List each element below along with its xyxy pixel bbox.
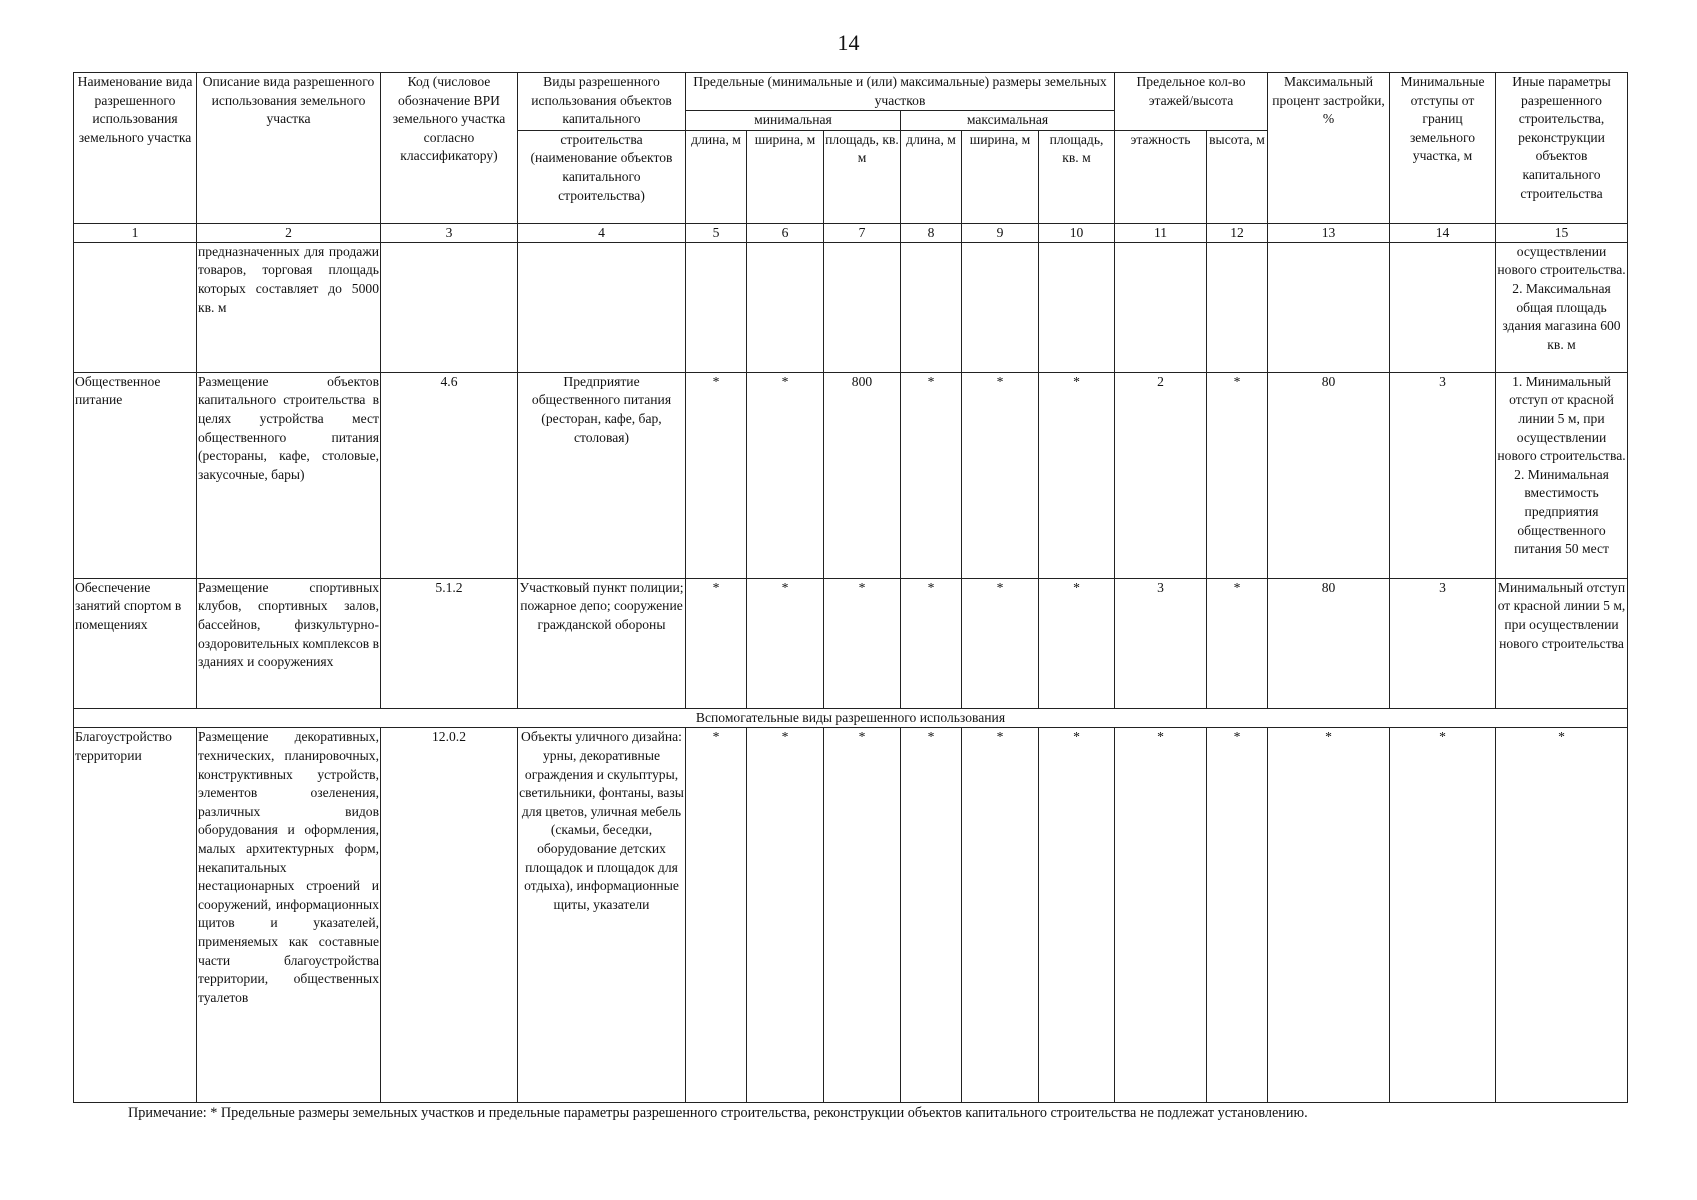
header-max-width: ширина, м	[962, 130, 1039, 223]
header-max-length: длина, м	[901, 130, 962, 223]
row-min-width: *	[747, 728, 824, 1103]
table-row	[74, 372, 1628, 578]
row-max-length	[901, 242, 962, 372]
row-objects: Объекты уличного дизайна: урны, декоративные ограждения и скульптуры, светильники, фонтаны, вазы для цветов, уличная мебель (скамьи, беседки, оборудование детских площадок и площадок для отдыха), информационные щиты, указатели	[518, 728, 686, 1103]
header-floors: этажность	[1115, 130, 1207, 223]
row-floors: 2	[1115, 372, 1207, 578]
row-setback: 3	[1390, 372, 1496, 578]
row-objects	[518, 242, 686, 372]
header-code: Код (числовое обозначение ВРИ земельного участка согласно классификатору)	[381, 73, 518, 224]
header-objects-top: Виды разрешенного использования объектов капитального	[518, 73, 686, 131]
row-code	[381, 242, 518, 372]
row-floors: 3	[1115, 578, 1207, 708]
row-min-length: *	[686, 578, 747, 708]
header-build-percent: Максимальный процент застройки, %	[1268, 73, 1390, 224]
footnote: Примечание: * Предельные размеры земельных участков и предельные параметры разрешенного строительства, реконструкции объектов капитального строительства не подлежат установлению.	[128, 1105, 1308, 1121]
column-number: 10	[1039, 223, 1115, 242]
row-description: Размещение декоративных, технических, планировочных, конструктивных устройств, элементов озеленения, различных видов оборудования и оформления, малых архитектурных форм, некапитальных нестационарных строений и сооружений, информационных щитов и указателей, применяемых как составные части благоустройства территории, общественных туалетов	[197, 728, 381, 1103]
row-other-params: Минимальный отступ от красной линии 5 м, при осуществлении нового строительства	[1496, 578, 1628, 708]
header-setback: Минимальные отступы от границ земельного участка, м	[1390, 73, 1496, 224]
header-min-width: ширина, м	[747, 130, 824, 223]
row-min-length: *	[686, 728, 747, 1103]
header-other-params: Иные параметры разрешенного строительства, реконструкции объектов капитального строительства	[1496, 73, 1628, 224]
row-max-length: *	[901, 728, 962, 1103]
row-max-width: *	[962, 372, 1039, 578]
row-min-area: 800	[824, 372, 901, 578]
page-number: 14	[837, 30, 860, 55]
row-setback: 3	[1390, 578, 1496, 708]
row-name: Благоустройство территории	[74, 728, 197, 1103]
row-height: *	[1207, 728, 1268, 1103]
header-maximum: максимальная	[901, 111, 1115, 131]
row-max-length: *	[901, 578, 962, 708]
column-number: 1	[74, 223, 197, 242]
row-build-percent: *	[1268, 728, 1390, 1103]
row-min-area	[824, 242, 901, 372]
table-row	[74, 728, 1628, 1103]
row-max-width: *	[962, 728, 1039, 1103]
row-max-length: *	[901, 372, 962, 578]
row-min-width	[747, 242, 824, 372]
row-build-percent	[1268, 242, 1390, 372]
land-use-table	[73, 72, 1628, 1103]
row-height: *	[1207, 372, 1268, 578]
row-description: Размещение объектов капитального строительства в целях устройства мест общественного питания (рестораны, кафе, столовые, закусочные, бары)	[197, 372, 381, 578]
column-number: 8	[901, 223, 962, 242]
row-floors: *	[1115, 728, 1207, 1103]
row-min-area: *	[824, 578, 901, 708]
row-height: *	[1207, 578, 1268, 708]
row-code: 12.0.2	[381, 728, 518, 1103]
row-max-area: *	[1039, 372, 1115, 578]
row-max-width	[962, 242, 1039, 372]
header-name: Наименование вида разрешенного использования земельного участка	[74, 73, 197, 224]
row-min-length: *	[686, 372, 747, 578]
row-height	[1207, 242, 1268, 372]
row-min-width: *	[747, 578, 824, 708]
row-max-area	[1039, 242, 1115, 372]
column-number: 14	[1390, 223, 1496, 242]
header-min-area: площадь, кв. м	[824, 130, 901, 223]
row-other-params: 1. Минимальный отступ от красной линии 5 м, при осуществлении нового строительства. 2. Минимальная вместимость предприятия общественного питания 50 мест	[1496, 372, 1628, 578]
column-numbers-row	[74, 223, 1628, 242]
column-number: 6	[747, 223, 824, 242]
header-plot-sizes: Предельные (минимальные и (или) максимальные) размеры земельных участков	[686, 73, 1115, 111]
row-objects: Предприятие общественного питания (ресторан, кафе, бар, столовая)	[518, 372, 686, 578]
header-objects-bottom: строительства (наименование объектов капитального строительства)	[518, 130, 686, 223]
row-floors	[1115, 242, 1207, 372]
row-min-width: *	[747, 372, 824, 578]
column-number: 4	[518, 223, 686, 242]
column-number: 3	[381, 223, 518, 242]
header-description: Описание вида разрешенного использования земельного участка	[197, 73, 381, 224]
row-build-percent: 80	[1268, 578, 1390, 708]
column-number: 12	[1207, 223, 1268, 242]
row-other-params: осуществлении нового строительства. 2. Максимальная общая площадь здания магазина 600 кв. м	[1496, 242, 1628, 372]
row-name: Обеспечение занятий спортом в помещениях	[74, 578, 197, 708]
table-row	[74, 578, 1628, 708]
column-number: 9	[962, 223, 1039, 242]
row-other-params: *	[1496, 728, 1628, 1103]
row-min-area: *	[824, 728, 901, 1103]
header-max-area: площадь, кв. м	[1039, 130, 1115, 223]
column-number: 5	[686, 223, 747, 242]
table-row	[74, 242, 1628, 372]
row-objects: Участковый пункт полиции; пожарное депо; сооружение гражданской обороны	[518, 578, 686, 708]
header-height: высота, м	[1207, 130, 1268, 223]
row-setback	[1390, 242, 1496, 372]
row-max-area: *	[1039, 578, 1115, 708]
row-min-length	[686, 242, 747, 372]
row-build-percent: 80	[1268, 372, 1390, 578]
section-title: Вспомогательные виды разрешенного использования	[74, 708, 1628, 728]
column-number: 13	[1268, 223, 1390, 242]
row-name: Общественное питание	[74, 372, 197, 578]
column-number: 2	[197, 223, 381, 242]
row-setback: *	[1390, 728, 1496, 1103]
row-max-width: *	[962, 578, 1039, 708]
row-description: Размещение спортивных клубов, спортивных залов, бассейнов, физкультурно-оздоровительных комплексов в зданиях и сооружениях	[197, 578, 381, 708]
row-description: предназначенных для продажи товаров, торговая площадь которых составляет до 5000 кв. м	[197, 242, 381, 372]
column-number: 15	[1496, 223, 1628, 242]
header-floors-height: Предельное кол-во этажей/высота	[1115, 73, 1268, 131]
header-min-length: длина, м	[686, 130, 747, 223]
column-number: 11	[1115, 223, 1207, 242]
header-minimum: минимальная	[686, 111, 901, 131]
row-code: 5.1.2	[381, 578, 518, 708]
row-code: 4.6	[381, 372, 518, 578]
column-number: 7	[824, 223, 901, 242]
row-max-area: *	[1039, 728, 1115, 1103]
row-name	[74, 242, 197, 372]
